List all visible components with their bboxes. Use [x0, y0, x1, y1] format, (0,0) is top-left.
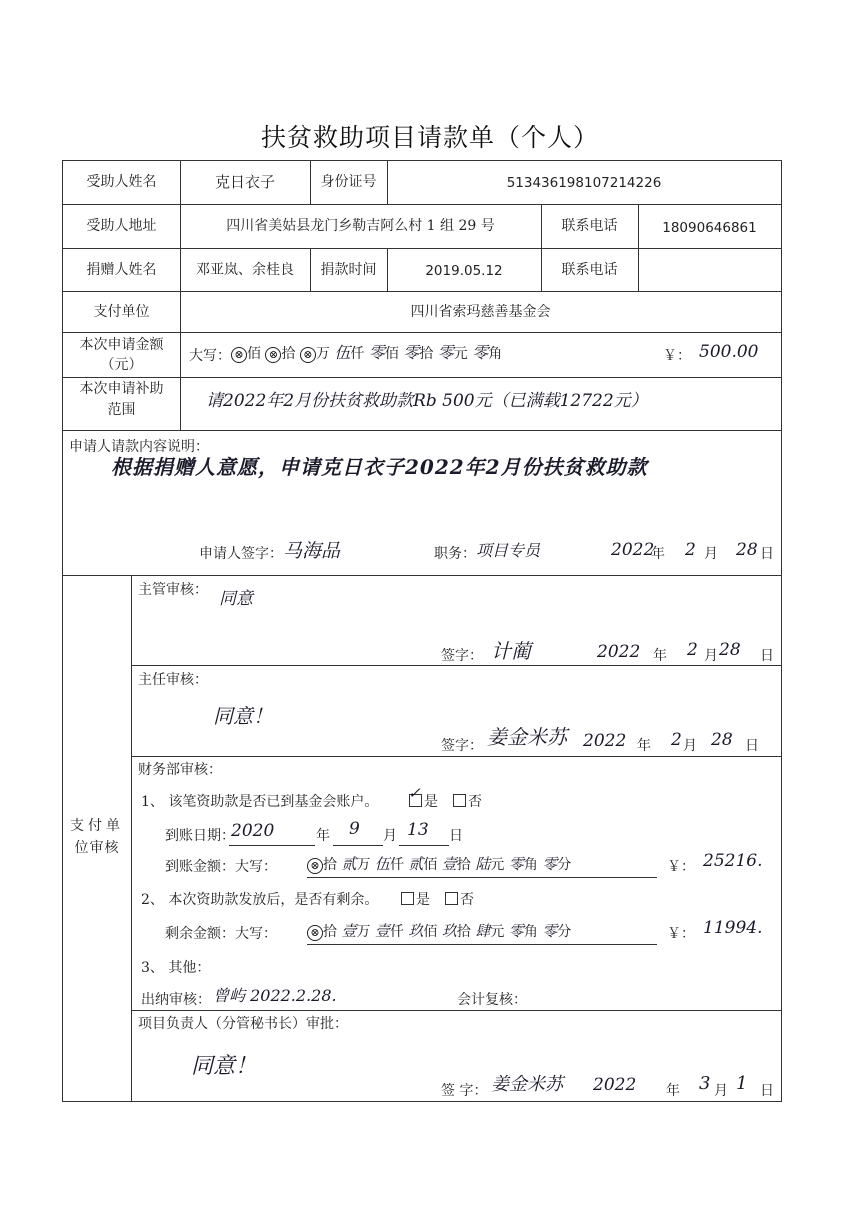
arrival-date-year: 2020 — [231, 821, 275, 841]
q2-yes[interactable] — [401, 891, 430, 909]
project-sign-label: 签 字： — [441, 1083, 488, 1099]
unit: 元 — [490, 857, 505, 873]
payer-label: 支付单位 — [93, 304, 150, 320]
month-label: 月 — [704, 648, 718, 664]
unit: 拾 — [323, 924, 337, 940]
director-sign-label: 签字： — [441, 738, 483, 754]
unit: 佰 — [247, 346, 261, 362]
applicant-date-month: 2 — [685, 540, 696, 560]
unit: 元 — [453, 346, 468, 362]
day-label: 日 — [760, 546, 774, 562]
arrival-digit: ⊗ — [307, 858, 323, 874]
applicant-date-year: 2022 — [611, 540, 655, 560]
payer-review-label-2: 位审核 — [74, 840, 120, 856]
arrival-date-day: 13 — [407, 820, 429, 840]
unit: 仟 — [389, 924, 404, 940]
unit: 角 — [523, 924, 538, 940]
amount-digit: 伍 — [334, 343, 351, 362]
year-label: 年 — [637, 738, 651, 754]
amount-digit: ⊗ — [265, 347, 281, 363]
director-date-year: 2022 — [583, 731, 627, 751]
page-title: 扶贫救助项目请款单（个人） — [260, 123, 599, 152]
project-lead-label: 项目负责人（分管秘书长）审批： — [138, 1016, 348, 1032]
amount-total: 500.00 — [699, 342, 759, 362]
remain-digit: ⊗ — [307, 925, 323, 941]
unit: 仟 — [389, 857, 404, 873]
recipient-name-value: 克日衣子 — [214, 173, 275, 191]
scope-label: 本次申请补助 — [79, 381, 164, 397]
scope-label-2: 范围 — [107, 402, 136, 418]
q1-no[interactable] — [453, 793, 482, 811]
explanation-value: 根据捐赠人意愿，申请克日衣子2022年2月份扶贫救助款 — [111, 455, 648, 479]
remain-digits — [307, 923, 571, 941]
contact-phone-value: 18090646861 — [662, 220, 757, 236]
unit: 分 — [557, 857, 572, 873]
amount-digit: 零 — [472, 343, 489, 362]
remain-digit: 壹 — [374, 922, 390, 940]
arrival-date-month: 9 — [349, 819, 360, 839]
no-label: 否 — [460, 892, 474, 908]
yes-label: 是 — [416, 892, 430, 908]
director-date-day: 28 — [711, 730, 733, 750]
arrival-digit: 贰 — [408, 855, 424, 873]
amount-digit: ⊗ — [231, 347, 247, 363]
applicant-position: 项目专员 — [476, 541, 541, 560]
arrival-digit: 陆 — [475, 855, 491, 873]
project-date-month: 3 — [699, 1073, 711, 1094]
day-label: 日 — [760, 648, 774, 664]
arrival-digits — [307, 856, 571, 874]
supervisor-review-label: 主管审核： — [138, 582, 208, 598]
amount-daxie-label: 大写： — [189, 348, 231, 364]
amount-digit: ⊗ — [300, 347, 316, 363]
arrival-digit: 贰 — [341, 855, 357, 873]
year-label: 年 — [653, 648, 667, 664]
applicant-sign-label: 申请人签字： — [199, 546, 283, 562]
amount-digit: 零 — [368, 343, 385, 362]
unit: 万 — [315, 346, 330, 362]
donor-name-label: 捐赠人姓名 — [86, 262, 157, 278]
cashier-value: 曾屿 2022.2.28. — [213, 986, 337, 1005]
remaining-amount-label: 剩余金额：大写： — [165, 926, 277, 942]
applicant-signature: 马海品 — [283, 540, 341, 562]
yes-label: 是 — [424, 794, 438, 810]
finance-review-label: 财务部审核： — [138, 762, 222, 778]
unit: 佰 — [423, 857, 438, 873]
month-label: 月 — [714, 1083, 728, 1099]
amount-label-unit: （元） — [100, 357, 143, 373]
amount-digit: 零 — [403, 343, 420, 362]
day-label: 日 — [449, 828, 463, 844]
amount-digit: 零 — [437, 343, 454, 362]
contact-phone-2-label: 联系电话 — [561, 262, 618, 278]
arrival-digit: 壹 — [441, 855, 457, 873]
year-label: 年 — [651, 546, 665, 562]
supervisor-sign-label: 签字： — [441, 648, 483, 664]
unit: 万 — [356, 924, 371, 940]
check-mark-icon: ✓ — [408, 784, 421, 802]
arrival-digit: 伍 — [374, 855, 390, 873]
unit: 拾 — [281, 346, 296, 362]
arrival-digit: 零 — [508, 855, 524, 873]
director-opinion: 同意！ — [213, 704, 273, 728]
remain-digit: 零 — [508, 922, 524, 940]
supervisor-date-year: 2022 — [597, 642, 641, 662]
payer-value: 四川省索玛慈善基金会 — [410, 304, 551, 320]
unit: 仟 — [350, 346, 365, 362]
cashier-review-label: 出纳审核： — [141, 992, 211, 1008]
amount-digits — [231, 345, 502, 363]
unit: 万 — [356, 857, 371, 873]
director-signature: 姜金米苏 — [487, 725, 567, 749]
amount-label: 本次申请金额 — [79, 337, 164, 353]
unit: 角 — [523, 857, 538, 873]
recipient-name-label: 受助人姓名 — [86, 174, 157, 190]
position-label: 职务： — [434, 546, 476, 562]
unit: 元 — [490, 924, 505, 940]
checkbox-q2-yes[interactable] — [401, 892, 414, 905]
contact-phone-label: 联系电话 — [561, 218, 618, 234]
project-opinion: 同意！ — [191, 1054, 258, 1079]
scope-value: 请2022年2月份扶贫救助款Rb 500元（已满载12722元） — [206, 391, 648, 411]
supervisor-opinion: 同意 — [219, 589, 253, 609]
request-form — [62, 160, 782, 1102]
year-label: 年 — [666, 1083, 680, 1099]
remain-digit: 玖 — [408, 922, 424, 940]
supervisor-date-day: 28 — [719, 640, 741, 660]
donation-time-label: 捐款时间 — [320, 262, 377, 278]
checkbox-q2-no[interactable] — [445, 892, 458, 905]
payer-review-label: 支付单 — [70, 818, 124, 834]
arrival-digit: 零 — [542, 855, 558, 873]
arrival-date-label: 到账日期： — [165, 828, 235, 844]
recipient-address-value: 四川省美姑县龙门乡勒吉阿么村 1 组 29 号 — [226, 218, 495, 234]
applicant-date-day: 28 — [736, 540, 758, 560]
amount-yen-label: ￥： — [663, 348, 691, 364]
year-label: 年 — [316, 828, 330, 844]
other-label: 3、 其他： — [141, 960, 211, 976]
remain-digit: 壹 — [341, 922, 357, 940]
month-label: 月 — [383, 828, 397, 844]
unit: 佰 — [384, 346, 399, 362]
unit: 分 — [557, 924, 572, 940]
project-date-day: 1 — [736, 1073, 748, 1094]
unit: 拾 — [456, 857, 471, 873]
remain-total: 11994. — [703, 918, 763, 938]
unit: 拾 — [456, 924, 471, 940]
month-label: 月 — [704, 546, 718, 562]
unit: 角 — [488, 346, 503, 362]
month-label: 月 — [683, 738, 697, 754]
no-label: 否 — [468, 794, 482, 810]
explanation-label: 申请人请款内容说明： — [69, 439, 209, 455]
day-label: 日 — [745, 738, 759, 754]
recipient-address-label: 受助人地址 — [86, 218, 157, 234]
id-number-label: 身份证号 — [320, 174, 377, 190]
day-label: 日 — [760, 1083, 774, 1099]
director-date-month: 2 — [671, 730, 682, 750]
unit: 拾 — [323, 857, 337, 873]
arrival-amount-label: 到账金额：大写： — [165, 859, 277, 875]
id-number-value: 513436198107214226 — [506, 175, 662, 191]
donation-time-value: 2019.05.12 — [425, 263, 503, 279]
unit: 拾 — [419, 346, 434, 362]
checkbox-q1-no[interactable] — [453, 794, 466, 807]
remain-digit: 肆 — [475, 922, 491, 940]
remain-digit: 零 — [542, 922, 558, 940]
project-date-year: 2022 — [593, 1075, 637, 1095]
director-review-label: 主任审核： — [138, 672, 208, 688]
arrival-total: 25216. — [703, 851, 763, 871]
unit: 佰 — [423, 924, 438, 940]
accounting-review-label: 会计复核： — [457, 992, 527, 1008]
q2-text: 2、 本次资助款发放后，是否有剩余。 — [141, 892, 379, 908]
supervisor-date-month: 2 — [687, 640, 698, 660]
remain-digit: 玖 — [441, 922, 457, 940]
q1-text: 1、 该笔资助款是否已到基金会账户。 — [141, 794, 379, 810]
arrival-yen-label: ￥： — [667, 859, 695, 875]
q2-no[interactable] — [445, 891, 474, 909]
supervisor-signature: 计蔺 — [491, 639, 531, 663]
remain-yen-label: ￥： — [667, 926, 695, 942]
project-signature: 姜金米苏 — [491, 1074, 563, 1095]
donor-name-value: 邓亚岚、余桂良 — [196, 262, 294, 278]
